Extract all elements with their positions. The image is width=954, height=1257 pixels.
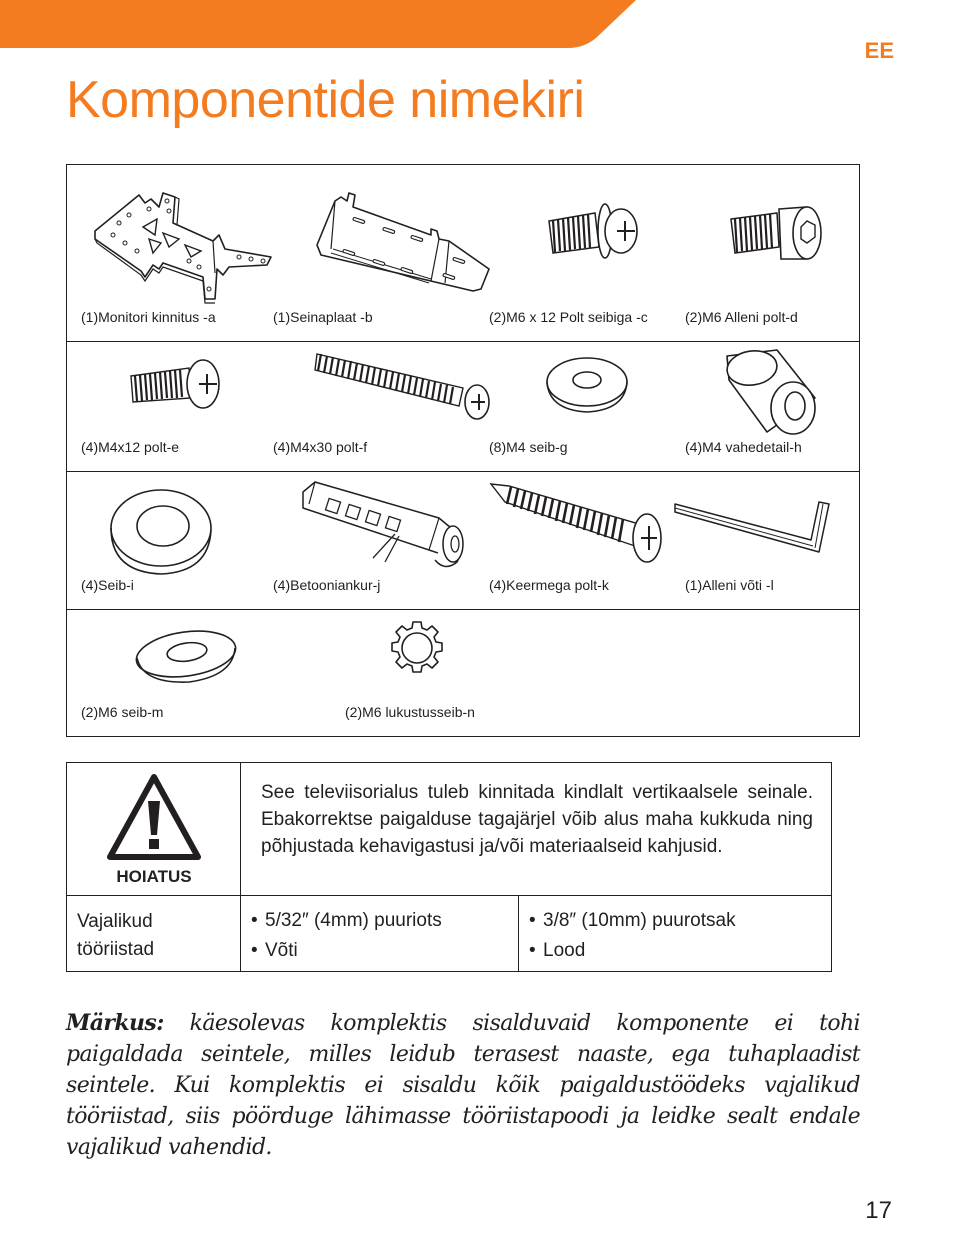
part-label: (2)M6 x 12 Polt seibiga -c (489, 309, 648, 325)
part-cell (671, 342, 859, 471)
warning-text: See televiisorialus tuleb kinnitada kindlalt vertikaalsele seinale. Ebakorrektse paigalduse tagajärjel võib alus maha kukkuda ning põhjustada kehavigastusi ja/või materiaalseid kahjusid. (241, 763, 831, 896)
tool-item: • Lood (529, 936, 821, 966)
parts-table (66, 164, 860, 737)
page-number: 17 (865, 1197, 892, 1224)
note-lead: Märkus: (66, 1010, 164, 1036)
tools-label: Vajalikud tööriistad (67, 896, 241, 972)
part-label: (4)M4 vahedetail-h (685, 439, 802, 455)
part-cell (67, 610, 331, 736)
part-label: (4)Keermega polt-k (489, 577, 609, 593)
part-label: (2)M6 Alleni polt-d (685, 309, 798, 325)
long-bolt-icon (313, 346, 493, 422)
part-cell (475, 165, 671, 341)
note-paragraph (66, 1008, 860, 1163)
small-washer-icon (539, 352, 635, 416)
part-label: (4)M4x12 polt-e (81, 439, 180, 455)
short-bolt-icon (127, 356, 227, 412)
bolt-washer-icon (545, 203, 641, 267)
tool-item: • 5/32″ (4mm) puuriots (251, 906, 508, 936)
parts-row (67, 342, 859, 472)
header-band (0, 0, 954, 50)
tools-list-1 (241, 896, 519, 972)
part-label: (2)M6 lukustusseib-n (345, 704, 475, 720)
allen-key-icon (671, 494, 841, 554)
part-label: (4)Betooniankur-j (273, 577, 381, 593)
warning-label: HOIATUS (116, 867, 192, 886)
washer-icon (105, 486, 215, 576)
part-label: (1)Seinaplaat -b (273, 309, 373, 325)
parts-row (67, 165, 859, 342)
part-cell (671, 472, 859, 609)
lag-screw-icon (489, 478, 669, 570)
tools-list-2 (519, 896, 831, 972)
m6-washer-icon (131, 628, 241, 688)
warning-icon-cell (67, 763, 241, 896)
parts-row (67, 610, 859, 736)
language-code: EE (864, 38, 894, 63)
part-cell (331, 610, 631, 736)
note-text: käesolevas komplektis sisalduvaid komponente ei tohi paigaldada seintele, milles leidub terasest naaste, ega tuhaplaadist seintele. Kui komplektis ei sisaldu kõik paigaldustöödeks vajalikud tööriistad, siis pöörduge lähimasse tööriistapoodi ja leidke sealt endale vajalikud vahendid. (66, 1011, 860, 1160)
monitor-bracket-icon (89, 181, 277, 301)
part-label: (1)Monitori kinnitus -a (81, 309, 216, 325)
wall-plate-icon (313, 179, 493, 309)
part-label: (8)M4 seib-g (489, 439, 568, 455)
spacer-icon (721, 346, 821, 436)
tool-item: • 3/8″ (10mm) puurotsak (529, 906, 821, 936)
part-cell (475, 472, 671, 609)
part-cell (67, 342, 259, 471)
part-label: (4)Seib-i (81, 577, 134, 593)
part-label: (1)Alleni võti -l (685, 577, 774, 593)
tool-item: • Võti (251, 936, 508, 966)
part-label: (4)M4x30 polt-f (273, 439, 368, 455)
part-cell (671, 165, 859, 341)
part-cell (259, 472, 475, 609)
lock-washer-icon (387, 618, 447, 678)
part-cell (67, 472, 259, 609)
part-cell (259, 342, 475, 471)
warning-triangle-icon (104, 771, 204, 863)
concrete-anchor-icon (299, 478, 469, 574)
allen-bolt-icon (727, 205, 827, 263)
page-title: Komponentide nimekiri (66, 71, 585, 129)
warning-table (66, 762, 832, 972)
parts-row (67, 472, 859, 610)
part-cell (259, 165, 475, 341)
part-cell (67, 165, 259, 341)
part-label: (2)M6 seib-m (81, 704, 164, 720)
part-cell (475, 342, 671, 471)
